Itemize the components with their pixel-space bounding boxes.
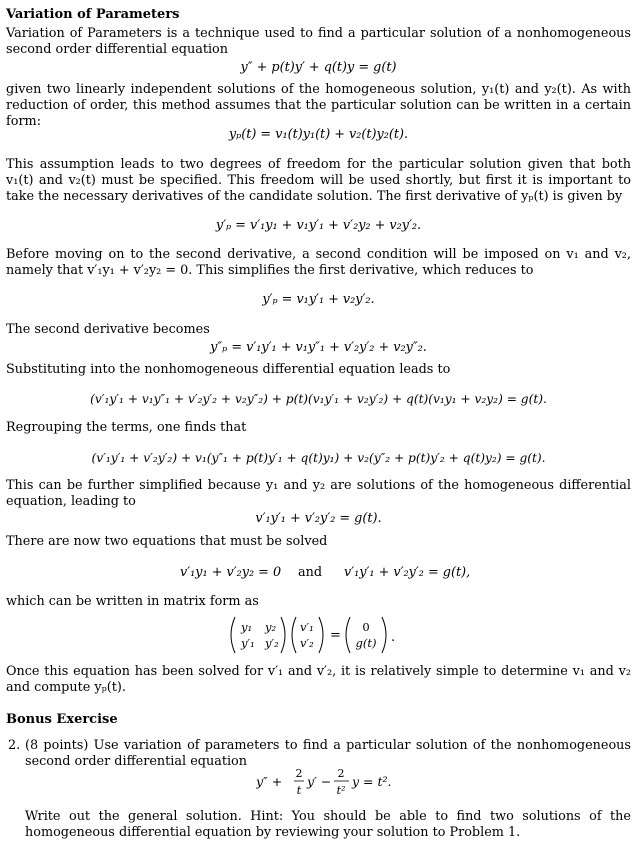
- bonus-eq-lead: y″ +: [256, 774, 283, 789]
- vector-x2: v′₂: [300, 636, 314, 650]
- intro-paragraph: Variation of Parameters is a technique used to find a particular solution of a nonhomogeneous second order differential equation: [6, 26, 631, 57]
- paragraph-two-equations: There are now two equations that must be solved: [6, 534, 328, 549]
- bonus-frac2-num: 2: [337, 767, 345, 780]
- paragraph-assumption: This assumption leads to two degrees of freedom for the particular solution given that both v₁(t) and v₂(t) must be specified. This freedom will be used shortly, but first it is important to take the necessary derivatives of the candidate solution. The first derivative of yₚ(t) is given by: [6, 157, 631, 204]
- equation-ode: y″ + p(t)y′ + q(t)y = g(t): [240, 60, 397, 75]
- matrix-a21: y′₁: [241, 636, 255, 650]
- equation-second-condition: v′₁y′₁ + v′₂y′₂ = g(t).: [255, 511, 382, 526]
- bonus-eq-mid: y′ −: [307, 774, 332, 789]
- paragraph-second-derivative: The second derivative becomes: [6, 322, 210, 337]
- equation-pair-right: v′₁y′₁ + v′₂y′₂ = g(t),: [344, 565, 471, 580]
- bonus-eq-tail: y = t².: [352, 774, 392, 789]
- equation-pair-and: and: [298, 565, 323, 580]
- exercise-number: 2.: [8, 738, 21, 753]
- paragraph-matrix-form: which can be written in matrix form as: [6, 594, 259, 609]
- bonus-frac2-den: t²: [336, 784, 346, 797]
- equation-substituted: (v′₁y′₁ + v₁y″₁ + v′₂y′₂ + v₂y″₂) + p(t)(v₁y′₁ + v₂y′₂) + q(t)(v₁y₁ + v₂y₂) = g(t).: [90, 392, 547, 406]
- paragraph-simplified: This can be further simplified because y₁ and y₂ are solutions of the homogeneous differential equation, leading to: [6, 478, 631, 509]
- matrix-equation: [228, 614, 438, 656]
- paragraph-substituting: Substituting into the nonhomogeneous differential equation leads to: [6, 362, 451, 377]
- equation-pair-left: v′₁y₁ + v′₂y₂ = 0: [180, 565, 282, 580]
- paragraph-given: given two linearly independent solutions of the homogeneous solution, y₁(t) and y₂(t). As with reduction of order, this method assumes that the particular solution can be written in a certain form:: [6, 82, 631, 129]
- equation-yp-first-derivative-reduced: y′ₚ = v₁y′₁ + v₂y′₂.: [262, 292, 375, 307]
- exercise-statement: (8 points) Use variation of parameters to find a particular solution of the nonhomogeneous second order differential equation: [25, 738, 631, 769]
- bonus-frac1-num: 2: [295, 767, 303, 780]
- vector-b1: 0: [362, 620, 370, 634]
- vector-x1: v′₁: [300, 620, 314, 634]
- equation-regrouped: (v′₁y′₁ + v′₂y′₂) + v₁(y″₁ + p(t)y′₁ + q(t)y₁) + v₂(y″₂ + p(t)y′₂ + q(t)y₂) = g(t).: [91, 451, 546, 465]
- equation-yp: yₚ(t) = v₁(t)y₁(t) + v₂(t)y₂(t).: [228, 127, 409, 142]
- section-title: Variation of Parameters: [6, 7, 180, 22]
- matrix-a22: y′₂: [265, 636, 279, 650]
- bonus-title: Bonus Exercise: [6, 712, 118, 727]
- matrix-a12: y₂: [265, 620, 277, 634]
- bonus-equation: [256, 766, 406, 802]
- equation-yp-second-derivative: y″ₚ = v′₁y′₁ + v₁y″₁ + v′₂y′₂ + v₂y″₂.: [210, 340, 427, 355]
- paragraph-regrouping: Regrouping the terms, one finds that: [6, 420, 247, 435]
- matrix-a11: y₁: [241, 620, 253, 634]
- matrix-equals-sign: =: [330, 628, 341, 643]
- vector-b2: g(t): [355, 636, 377, 650]
- exercise-hint: Write out the general solution. Hint: You should be able to find two solutions of the homogeneous differential equation by reviewing your solution to Problem 1.: [25, 809, 631, 840]
- paragraph-before-second-derivative: Before moving on to the second derivative, a second condition will be imposed on v₁ and v₂, namely that v′₁y₁ + v′₂y₂ = 0. This simplifies the first derivative, which reduces to: [6, 247, 631, 278]
- bonus-frac1-den: t: [296, 784, 302, 797]
- equation-yp-first-derivative: y′ₚ = v′₁y₁ + v₁y′₁ + v′₂y₂ + v₂y′₂.: [215, 218, 422, 233]
- paragraph-once-solved: Once this equation has been solved for v′₁ and v′₂, it is relatively simple to determine v₁ and v₂ and compute yₚ(t).: [6, 664, 631, 695]
- matrix-period: .: [391, 630, 396, 645]
